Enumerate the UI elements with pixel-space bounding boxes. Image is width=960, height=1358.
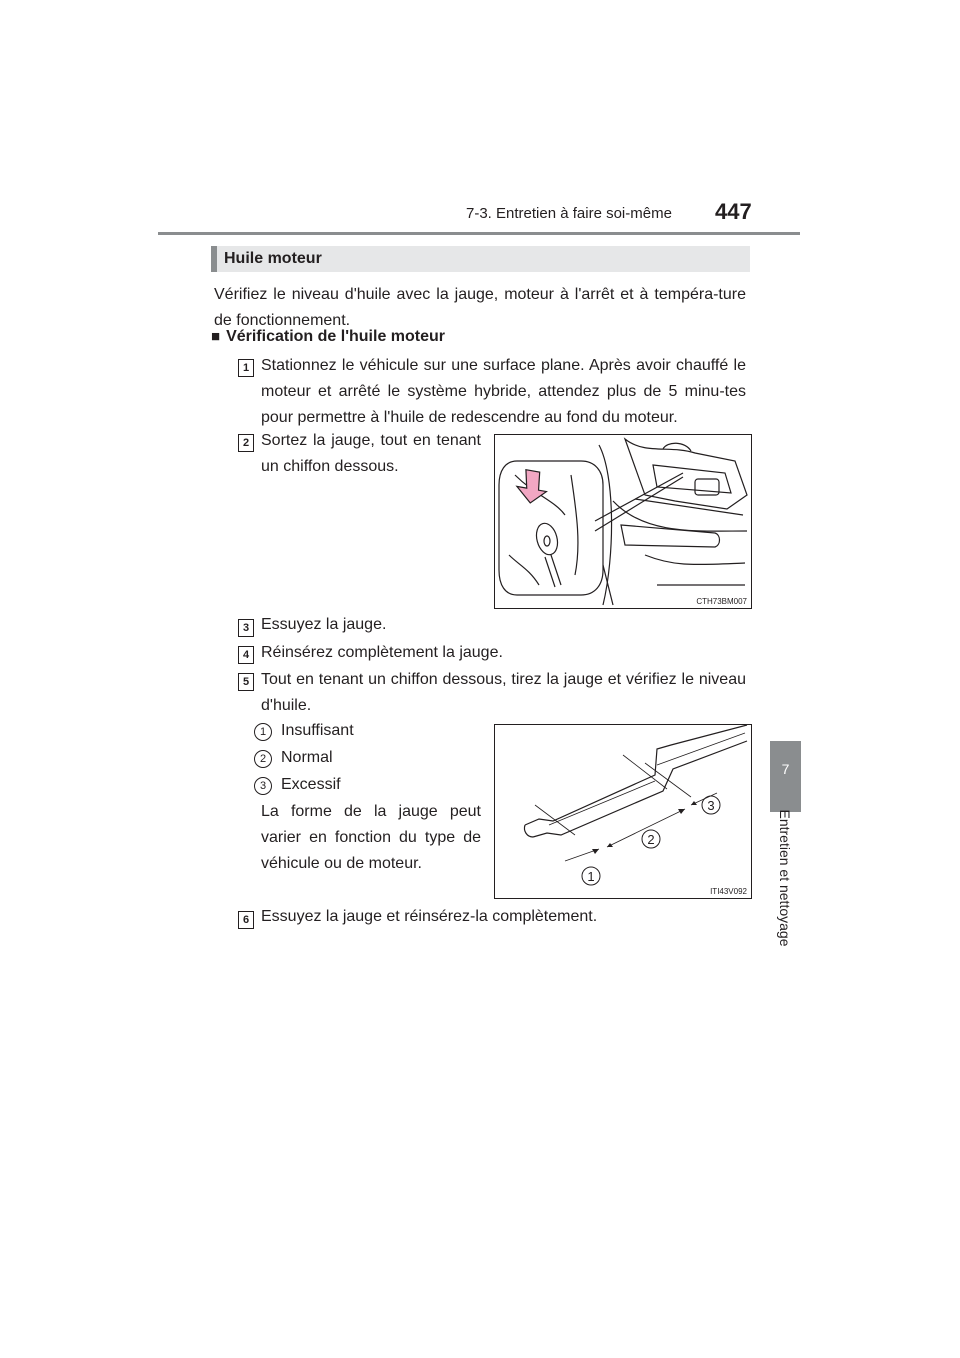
step-number-5: 5	[238, 673, 254, 691]
level-marker-3: 3	[254, 777, 272, 795]
callout-3: 3	[707, 798, 715, 813]
header-divider	[158, 232, 800, 235]
step-4-text: Réinsérez complètement la jauge.	[261, 644, 503, 661]
dipstick-note: La forme de la jauge peut varier en fonction du type de véhicule ou de moteur.	[261, 803, 481, 872]
chapter-label: Entretien et nettoyage	[777, 809, 793, 947]
callout-1: 1	[587, 869, 595, 884]
dipstick-illustration	[495, 725, 751, 898]
chapter-number: 7	[781, 761, 790, 777]
section-title: Huile moteur	[224, 250, 322, 267]
header-section-title: 7-3. Entretien à faire soi-même	[466, 205, 672, 222]
sub-heading	[211, 328, 445, 346]
step-2-text: Sortez la jauge, tout en tenant un chiffon dessous.	[261, 432, 481, 475]
sub-heading-title: Vérification de l'huile moteur	[226, 328, 446, 345]
level-normal: Normal	[281, 749, 333, 766]
step-1-text: Stationnez le véhicule sur une surface plane. Après avoir chauffé le moteur et arrêté le système hybride, attendez plus de 5 minu-tes pour permettre à l'huile de redescendre au fond du moteur.	[261, 357, 746, 426]
step-number-1: 1	[238, 359, 254, 377]
level-marker-1: 1	[254, 723, 272, 741]
engine-dipstick-figure	[494, 434, 752, 609]
level-insufficient: Insuffisant	[281, 722, 354, 739]
callout-2: 2	[647, 832, 655, 847]
step-number-4: 4	[238, 646, 254, 664]
dipstick-callouts	[582, 796, 720, 885]
level-marker-2: 2	[254, 750, 272, 768]
step-number-2: 2	[238, 434, 254, 452]
up-arrow-icon	[514, 469, 549, 506]
level-excessive: Excessif	[281, 776, 341, 793]
engine-figure-code: CTH73BM007	[696, 597, 747, 606]
intro-paragraph: Vérifiez le niveau d'huile avec la jauge, moteur à l'arrêt et à tempéra-ture de fonctionnement.	[214, 286, 746, 329]
step-3-text: Essuyez la jauge.	[261, 616, 387, 633]
step-5-text: Tout en tenant un chiffon dessous, tirez la jauge et vérifiez le niveau d'huile.	[261, 671, 746, 714]
dipstick-figure-code: ITI43V092	[710, 887, 747, 896]
engine-illustration	[495, 435, 751, 608]
step-6-text: Essuyez la jauge et réinsérez-la complètement.	[261, 908, 598, 925]
dipstick-level-figure	[494, 724, 752, 899]
page-number: 447	[715, 199, 752, 224]
step-number-6: 6	[238, 911, 254, 929]
square-bullet-icon: ■	[211, 328, 221, 345]
step-number-3: 3	[238, 619, 254, 637]
